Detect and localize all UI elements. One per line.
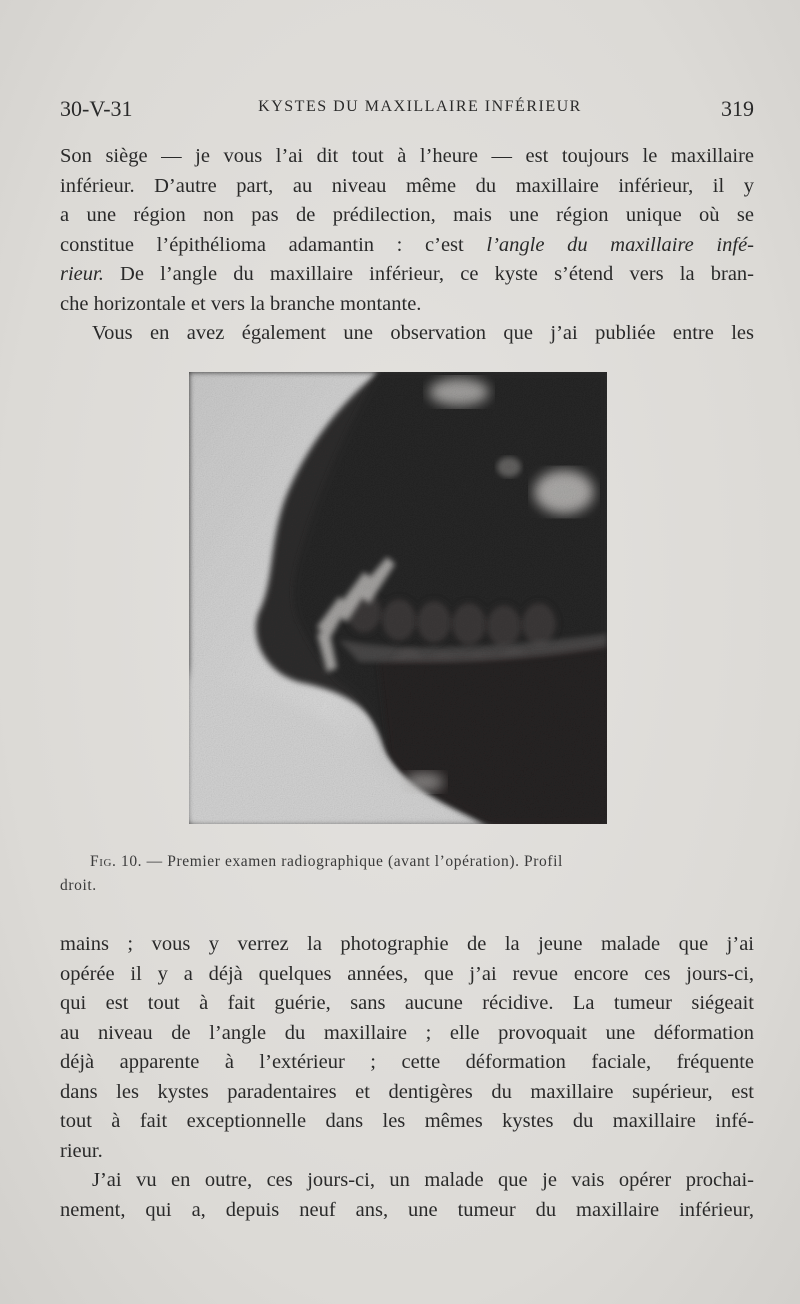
page-number: 319 bbox=[721, 96, 754, 121]
caption-line: droit. bbox=[60, 877, 97, 894]
caption-dash: — bbox=[146, 853, 163, 870]
text-line: dans les kystes paradentaires et dentigères du maxillaire supérieur, est bbox=[60, 1080, 754, 1103]
radiograph-figure bbox=[189, 372, 607, 824]
text-line: inférieur. D’autre part, au niveau même du maxillaire inférieur, il y bbox=[60, 174, 754, 197]
text-line: opérée il y a déjà quelques années, que j’ai revue encore ces jours-ci, bbox=[60, 962, 754, 985]
text-line: a une région non pas de prédilection, mais une région unique où se bbox=[60, 204, 754, 226]
text-line: qui est tout à fait guérie, sans aucune récidive. La tumeur siégeait bbox=[60, 992, 754, 1014]
italic-term: l’angle du maxillaire infé- bbox=[486, 233, 754, 256]
paragraph-2: Vous en avez également une observation que j’ai publiée entre les bbox=[92, 322, 754, 344]
header-title: KYSTES DU MAXILLAIRE INFÉRIEUR bbox=[258, 98, 582, 115]
text-segment: De l’angle du maxillaire inférieur, ce kyste s’étend vers la bran- bbox=[120, 263, 754, 285]
text-line bbox=[60, 231, 754, 261]
caption-text: Premier examen radiographique (avant l’opération). Profil bbox=[167, 853, 563, 870]
text-line: che horizontale et vers la branche montante. bbox=[60, 292, 422, 315]
text-line: tout à fait exceptionnelle dans les mêmes kystes du maxillaire infé- bbox=[60, 1110, 754, 1132]
text-segment: constitue l’épithélioma adamantin : c’est bbox=[60, 233, 464, 256]
italic-term: rieur. bbox=[60, 263, 104, 285]
text-line bbox=[60, 260, 754, 290]
header-date: 30-V-31 bbox=[60, 96, 133, 121]
radiograph-image bbox=[189, 372, 607, 824]
running-header bbox=[60, 94, 754, 124]
text-line: mains ; vous y verrez la photographie de la jeune malade que j’ai bbox=[60, 933, 754, 955]
caption-line bbox=[60, 850, 770, 874]
figure-label: Fig. 10. bbox=[90, 853, 143, 870]
text-line: nement, qui a, depuis neuf ans, une tumeur du maxillaire inférieur, bbox=[60, 1198, 754, 1221]
text-line: au niveau de l’angle du maxillaire ; elle provoquait une déformation bbox=[60, 1021, 754, 1044]
text-line: rieur. bbox=[60, 1139, 103, 1162]
text-line: Son siège — je vous l’ai dit tout à l’heure — est toujours le maxillaire bbox=[60, 145, 754, 167]
text-line: J’ai vu en outre, ces jours-ci, un malade que je vais opérer prochai- bbox=[92, 1169, 754, 1191]
text-line: déjà apparente à l’extérieur ; cette déformation faciale, fréquente bbox=[60, 1051, 754, 1073]
paragraph-3 bbox=[60, 930, 754, 1225]
paragraph-1 bbox=[60, 142, 754, 349]
figure-caption bbox=[60, 850, 770, 898]
